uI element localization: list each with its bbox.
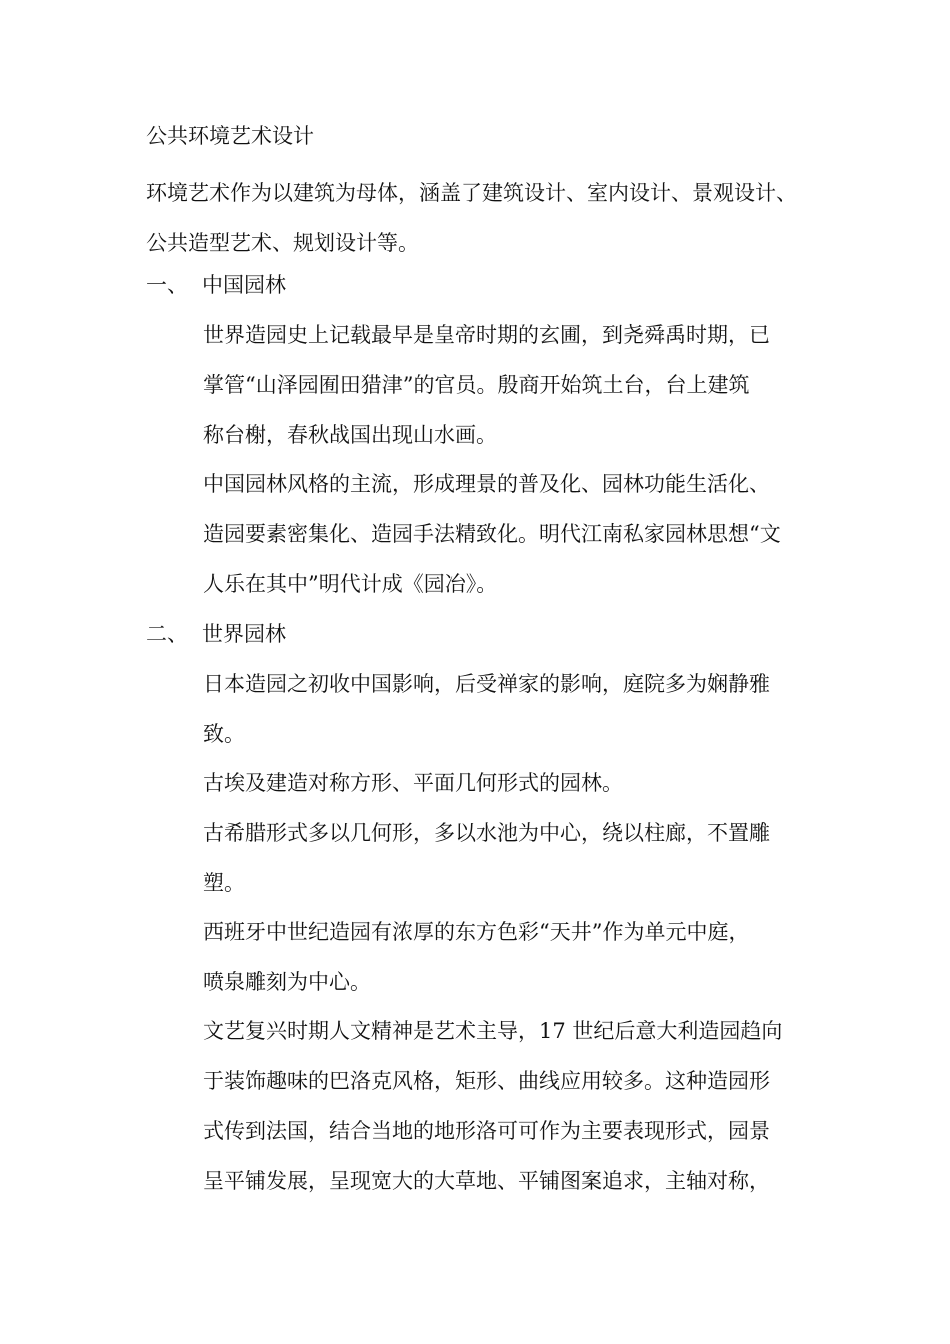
paragraph <box>203 907 813 1007</box>
section-title: 世界园林 <box>202 622 286 646</box>
paragraph-line: 塑。 <box>203 871 245 895</box>
paragraph-line: 于装饰趣味的巴洛克风格，矩形、曲线应用较多。这种造园形 <box>203 1069 770 1093</box>
paragraph-line: 喷泉雕刻为中心。 <box>203 970 371 994</box>
paragraph-line: 古希腊形式多以几何形，多以水池为中心，绕以柱廊，不置雕 <box>203 821 770 845</box>
section-heading-chinese-gardens <box>146 269 286 301</box>
intro-line: 公共造型艺术、规划设计等。 <box>146 231 419 255</box>
section-number: 二、 <box>146 622 188 646</box>
paragraph-line: 掌管“山泽园囿田猎津”的官员。殷商开始筑土台，台上建筑 <box>203 373 750 397</box>
paragraph-line: 古埃及建造对称方形、平面几何形式的园林。 <box>203 771 623 795</box>
paragraph <box>203 1006 813 1206</box>
section-number: 一、 <box>146 273 188 297</box>
paragraph-line: 造园要素密集化、造园手法精致化。明代江南私家园林思想“文 <box>203 522 781 546</box>
section-heading-world-gardens <box>146 618 286 650</box>
paragraph-line: 文艺复兴时期人文精神是艺术主导，17 世纪后意大利造园趋向 <box>203 1019 783 1043</box>
paragraph <box>203 659 813 759</box>
paragraph-line: 日本造园之初收中国影响，后受禅家的影响，庭院多为娴静雅 <box>203 672 770 696</box>
paragraph-line: 中国园林风格的主流，形成理景的普及化、园林功能生活化、 <box>203 472 770 496</box>
paragraph <box>203 758 813 808</box>
paragraph-line: 世界造园史上记载最早是皇帝时期的玄圃，到尧舜禹时期，已 <box>203 323 770 347</box>
paragraph-line: 人乐在其中”明代计成《园冶》。 <box>203 572 498 596</box>
paragraph-line: 称台榭，春秋战国出现山水画。 <box>203 423 497 447</box>
intro-line: 环境艺术作为以建筑为母体，涵盖了建筑设计、室内设计、景观设计、 <box>146 181 797 205</box>
paragraph-line: 呈平铺发展，呈现宽大的大草地、平铺图案追求，主轴对称， <box>203 1169 770 1193</box>
paragraph <box>203 459 813 609</box>
paragraph <box>203 310 813 460</box>
paragraph-line: 致。 <box>203 722 245 746</box>
paragraph-line: 西班牙中世纪造园有浓厚的东方色彩“天井”作为单元中庭， <box>203 920 750 944</box>
paragraph <box>203 808 813 908</box>
paragraph-line: 式传到法国，结合当地的地形洛可可作为主要表现形式，园景 <box>203 1119 770 1143</box>
document-title: 公共环境艺术设计 <box>146 124 314 148</box>
intro-paragraph <box>146 168 826 268</box>
section-title: 中国园林 <box>202 273 286 297</box>
